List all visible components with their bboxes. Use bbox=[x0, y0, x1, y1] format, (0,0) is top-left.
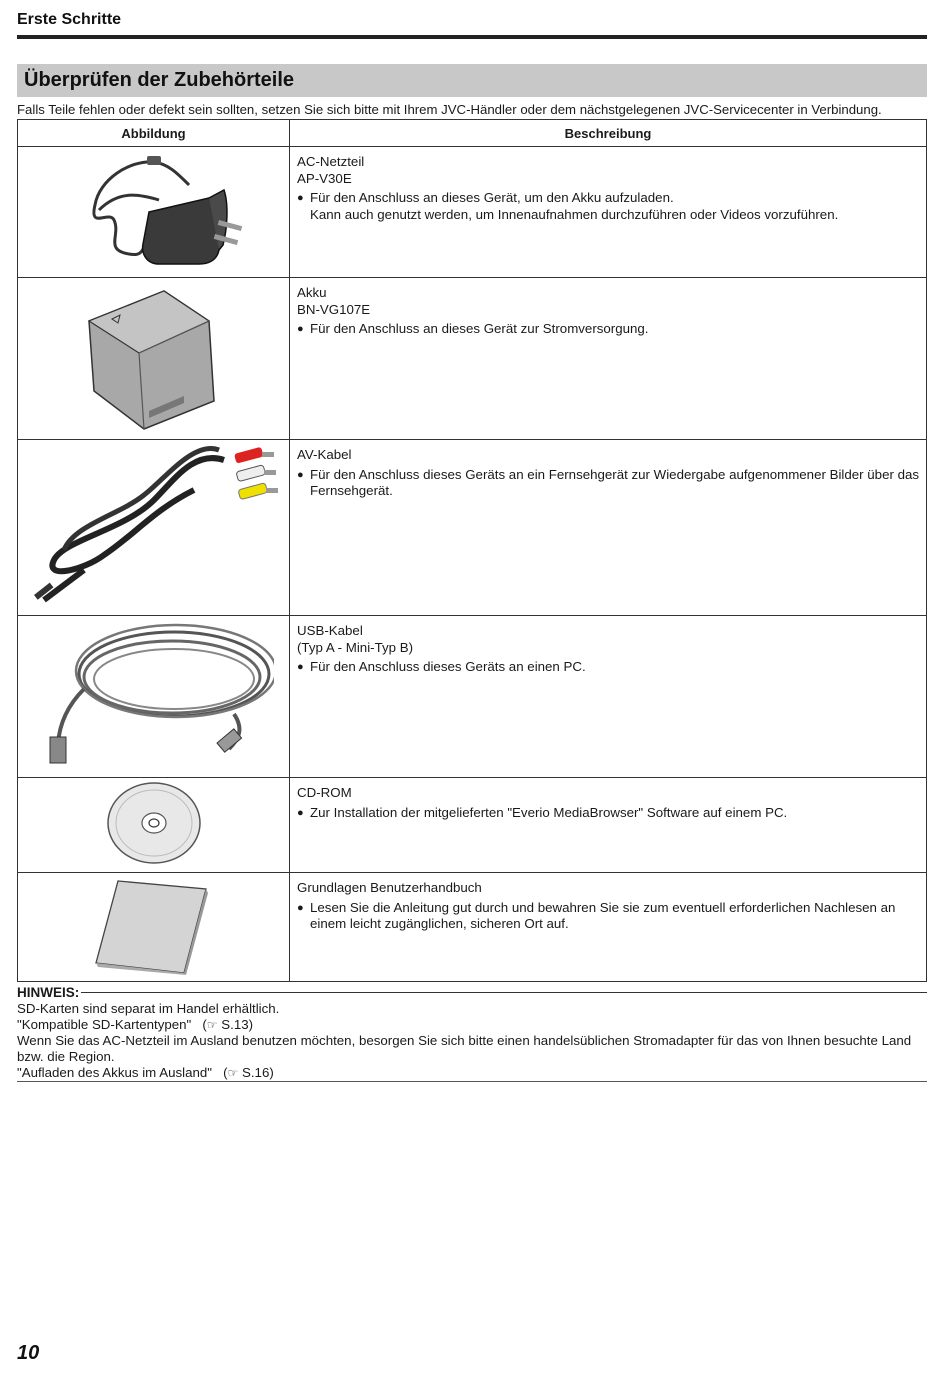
item-name: Akku bbox=[297, 285, 327, 300]
note-header bbox=[17, 985, 927, 1000]
battery-icon bbox=[74, 281, 234, 431]
section-header bbox=[17, 64, 927, 97]
table-row bbox=[18, 616, 927, 778]
description-cell bbox=[290, 778, 927, 873]
bullet-icon: ● bbox=[297, 901, 304, 914]
item-description: Für den Anschluss dieses Geräts an ein Fernsehgerät zur Wiedergabe aufgenommener Bilder über das Fernsehgerät. bbox=[310, 466, 920, 498]
note-line: Wenn Sie das AC-Netzteil im Ausland benutzen möchten, besorgen Sie sich bitte einen handelsüblichen Stromadapter für das von Ihnen besuchte Land bzw. die Region. bbox=[17, 1033, 912, 1064]
image-cell bbox=[18, 616, 290, 778]
note-reference[interactable]: "Kompatible SD-Kartentypen" (☞ S.13) bbox=[17, 1017, 254, 1032]
item-model: (Typ A - Mini-Typ B) bbox=[297, 639, 414, 655]
intro-text: Falls Teile fehlen oder defekt sein sollten, setzen Sie sich bitte mit Ihrem JVC-Händler oder dem nächstgelegenen JVC-Servicecenter in Verbindung. bbox=[17, 102, 882, 117]
image-cell bbox=[18, 873, 290, 982]
description-cell bbox=[290, 147, 927, 278]
image-cell bbox=[18, 278, 290, 440]
item-model: BN-VG107E bbox=[297, 301, 371, 317]
table-header-row bbox=[18, 120, 927, 147]
bullet-item bbox=[297, 467, 920, 500]
item-name: AV-Kabel bbox=[297, 447, 352, 462]
item-name: AC-Netzteil bbox=[297, 154, 365, 169]
manual-icon bbox=[94, 875, 214, 975]
pointing-hand-icon: ☞ bbox=[227, 1066, 239, 1080]
item-description: Für den Anschluss an dieses Gerät, um den Akku aufzuladen. bbox=[310, 190, 674, 205]
item-description: Für den Anschluss an dieses Gerät zur Stromversorgung. bbox=[310, 321, 649, 336]
section-title: Überprüfen der Zubehörteile bbox=[24, 69, 295, 91]
table-row bbox=[18, 778, 927, 873]
table-row bbox=[18, 873, 927, 982]
note-line: SD-Karten sind separat im Handel erhältlich. bbox=[17, 1001, 280, 1016]
item-model: AP-V30E bbox=[297, 170, 352, 186]
bullet-icon: ● bbox=[297, 192, 304, 204]
accessories-table bbox=[17, 119, 927, 982]
item-name: USB-Kabel bbox=[297, 623, 363, 638]
description-cell bbox=[290, 616, 927, 778]
note-reference[interactable]: "Aufladen des Akkus im Ausland" (☞ S.16) bbox=[17, 1065, 274, 1080]
reference-link[interactable]: "Aufladen des Akkus im Ausland" bbox=[17, 1065, 212, 1080]
reference-page[interactable]: S.16 bbox=[241, 1065, 270, 1080]
column-header-description: Beschreibung bbox=[290, 120, 927, 147]
bullet-item bbox=[297, 659, 920, 676]
bullet-icon: ● bbox=[297, 806, 304, 819]
note-body bbox=[17, 1001, 929, 1081]
note-label: HINWEIS: bbox=[17, 985, 80, 1000]
item-description: Lesen Sie die Anleitung gut durch und bewahren Sie sie zum eventuell erforderlichen Nachlesen an einem leicht zugänglichen, sicheren Ort auf. bbox=[310, 899, 896, 931]
bullet-icon: ● bbox=[297, 323, 304, 335]
bullet-item bbox=[297, 321, 920, 338]
chapter-rule bbox=[17, 35, 927, 39]
note-bottom-rule bbox=[17, 1081, 927, 1082]
usb-cable-icon bbox=[34, 619, 274, 769]
description-cell bbox=[290, 278, 927, 440]
cd-rom-icon bbox=[104, 780, 204, 866]
bullet-icon: ● bbox=[297, 661, 304, 673]
image-cell bbox=[18, 778, 290, 873]
bullet-item bbox=[297, 900, 920, 933]
bullet-item bbox=[297, 190, 920, 223]
item-description: Für den Anschluss dieses Geräts an einen PC. bbox=[310, 659, 586, 674]
reference-link[interactable]: "Kompatible SD-Kartentypen" bbox=[17, 1017, 192, 1032]
item-description: Zur Installation der mitgelieferten "Everio MediaBrowser" Software auf einem PC. bbox=[310, 804, 788, 820]
description-cell bbox=[290, 873, 927, 982]
item-description-continued: Kann auch genutzt werden, um Innenaufnahmen durchzuführen oder Videos vorzuführen. bbox=[310, 206, 839, 222]
ac-adapter-icon bbox=[59, 150, 249, 270]
chapter-title: Erste Schritte bbox=[17, 11, 122, 28]
image-cell bbox=[18, 147, 290, 278]
bullet-item bbox=[297, 805, 920, 822]
description-cell bbox=[290, 440, 927, 616]
table-row bbox=[18, 278, 927, 440]
note-rule bbox=[17, 992, 927, 993]
reference-page[interactable]: S.13 bbox=[221, 1017, 249, 1032]
page-number: 10 bbox=[17, 1342, 40, 1364]
table-row bbox=[18, 147, 927, 278]
pointing-hand-icon: ☞ bbox=[206, 1018, 218, 1032]
column-header-image: Abbildung bbox=[18, 120, 290, 147]
av-cable-icon bbox=[24, 440, 284, 610]
table-row bbox=[18, 440, 927, 616]
item-name: CD-ROM bbox=[297, 785, 352, 800]
item-name: Grundlagen Benutzerhandbuch bbox=[297, 880, 482, 895]
image-cell bbox=[18, 440, 290, 616]
bullet-icon: ● bbox=[297, 468, 304, 481]
